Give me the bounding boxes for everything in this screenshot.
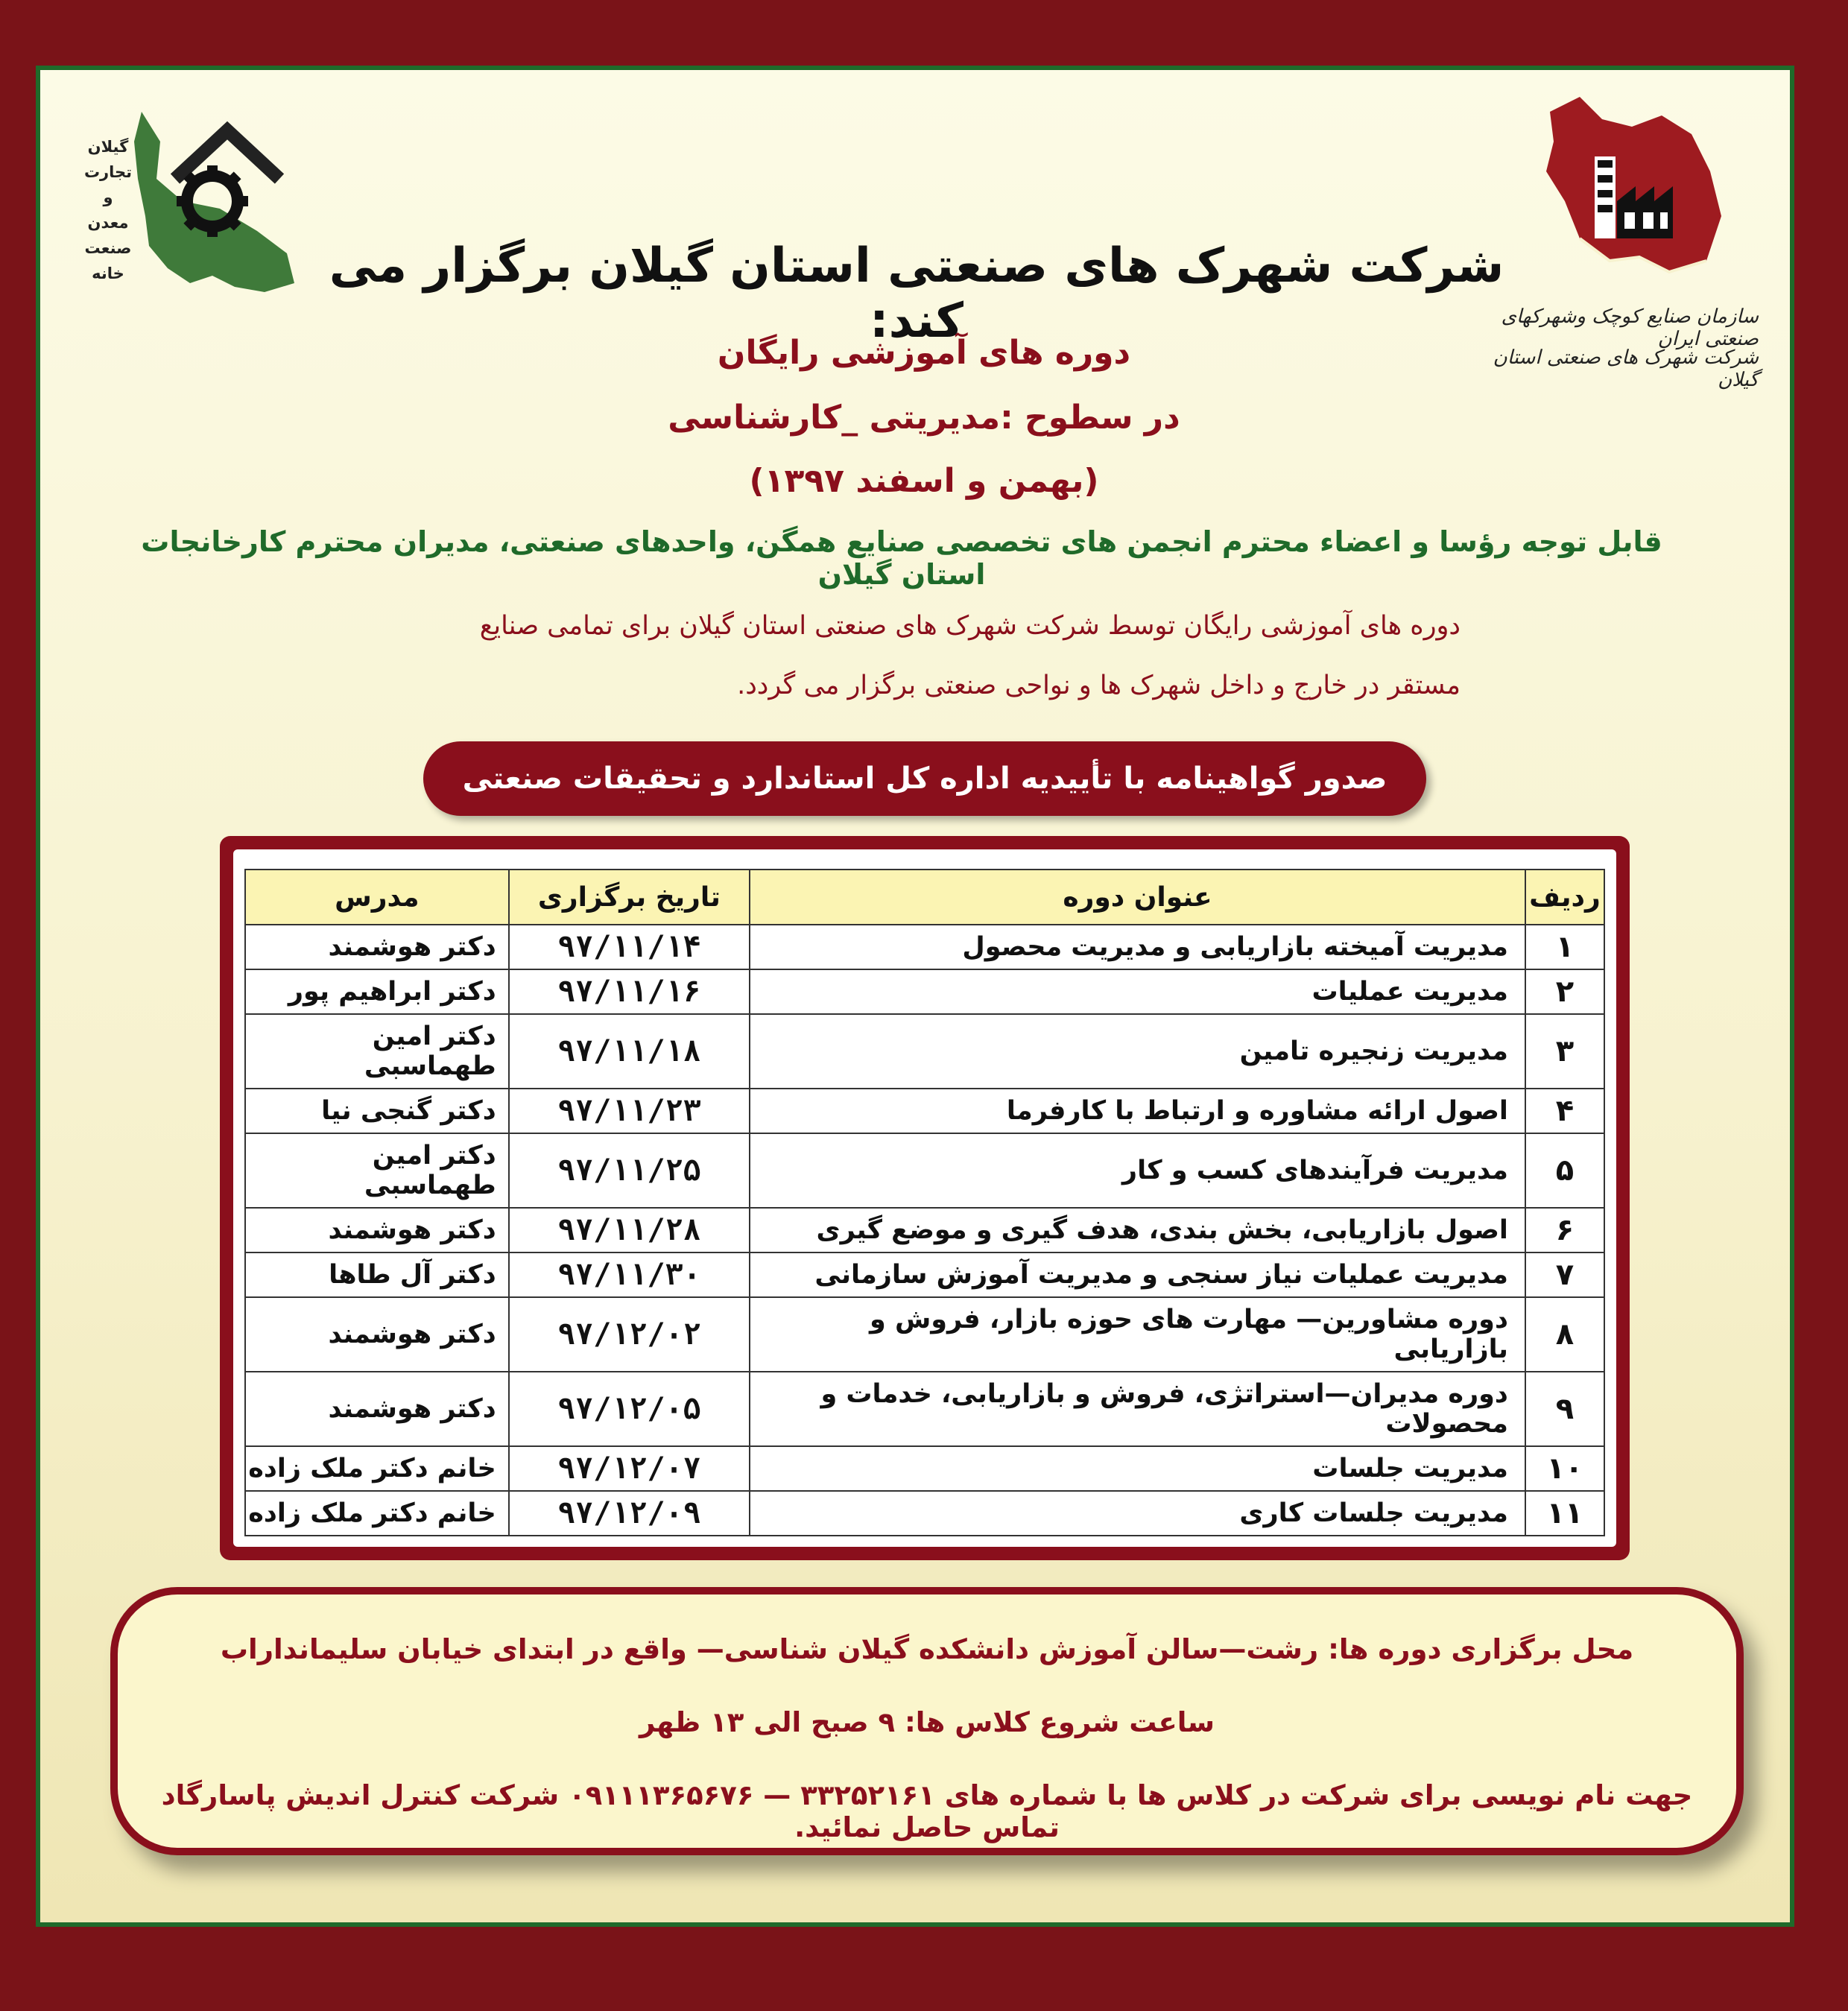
course-teacher: دکتر هوشمند xyxy=(245,1372,509,1446)
row-number: ۷ xyxy=(1525,1252,1604,1297)
course-title: مدیریت آمیخته بازاریابی و مدیریت محصول xyxy=(750,925,1525,969)
course-title: دوره مدیران—استراتژی، فروش و بازاریابی، خدمات و محصولات xyxy=(750,1372,1525,1446)
course-title: مدیریت جلسات xyxy=(750,1446,1525,1491)
course-date: ۹۷/۱۱/۳۰ xyxy=(509,1252,750,1297)
row-number: ۹ xyxy=(1525,1372,1604,1446)
course-teacher: دکتر هوشمند xyxy=(245,1208,509,1252)
course-teacher: دکتر هوشمند xyxy=(245,925,509,969)
course-date: ۹۷/۱۱/۲۸ xyxy=(509,1208,750,1252)
header-row-number: ردیف xyxy=(1525,870,1604,925)
chamber-logo-word: گیلان xyxy=(87,138,129,156)
course-teacher: دکتر ابراهیم پور xyxy=(245,969,509,1014)
chamber-logo-word: صنعت xyxy=(84,239,132,257)
course-date: ۹۷/۱۲/۰۲ xyxy=(509,1297,750,1372)
subtitle-dates: (بهمن و اسفند ۱۳۹۷) xyxy=(749,462,1099,500)
course-title: اصول بازاریابی، بخش بندی، هدف گیری و موضع گیری xyxy=(750,1208,1525,1252)
chamber-logo-word: خانه xyxy=(92,265,124,282)
course-teacher: دکتر هوشمند xyxy=(245,1297,509,1372)
course-title: مدیریت عملیات نیاز سنجی و مدیریت آموزش سازمانی xyxy=(750,1252,1525,1297)
course-teacher: دکتر گنجی نیا xyxy=(245,1089,509,1133)
course-date: ۹۷/۱۱/۱۴ xyxy=(509,925,750,969)
course-table xyxy=(244,869,1605,1536)
course-teacher: دکتر امین طهماسبی xyxy=(245,1014,509,1089)
logo-tagline-1: سازمان صنایع کوچک وشهرکهای صنعتی ایران xyxy=(1501,305,1759,350)
row-number: ۳ xyxy=(1525,1014,1604,1089)
table-row xyxy=(245,1372,1604,1446)
iran-map-factory-icon xyxy=(1535,89,1729,283)
course-date: ۹۷/۱۱/۱۶ xyxy=(509,969,750,1014)
intro-line-2: مستقر در خارج و داخل شهرک ها و نواحی صنعتی برگزار می گردد. xyxy=(737,671,1461,700)
header-teacher: مدرس xyxy=(245,870,509,925)
table-row xyxy=(245,1491,1604,1536)
location-line: محل برگزاری دوره ها: رشت—سالن آموزش دانشکده گیلان شناسی— واقع در ابتدای خیابان سلیمانداراب xyxy=(220,1633,1634,1665)
course-teacher: خانم دکتر ملک زاده xyxy=(245,1491,509,1536)
course-title: مدیریت جلسات کاری xyxy=(750,1491,1525,1536)
row-number: ۸ xyxy=(1525,1297,1604,1372)
course-teacher: دکتر آل طاها xyxy=(245,1252,509,1297)
course-date: ۹۷/۱۱/۲۳ xyxy=(509,1089,750,1133)
row-number: ۵ xyxy=(1525,1133,1604,1208)
chamber-logo-word: تجارت xyxy=(83,163,133,181)
course-teacher: دکتر امین طهماسبی xyxy=(245,1133,509,1208)
course-date: ۹۷/۱۱/۱۸ xyxy=(509,1014,750,1089)
table-row xyxy=(245,1252,1604,1297)
page-title: شرکت شهرک های صنعتی استان گیلان برگزار می کند: xyxy=(329,238,1504,349)
row-number: ۱۱ xyxy=(1525,1491,1604,1536)
course-title: مدیریت زنجیره تامین xyxy=(750,1014,1525,1089)
table-row xyxy=(245,969,1604,1014)
course-date: ۹۷/۱۲/۰۹ xyxy=(509,1491,750,1536)
course-teacher: خانم دکتر ملک زاده xyxy=(245,1446,509,1491)
course-date: ۹۷/۱۲/۰۵ xyxy=(509,1372,750,1446)
logo-tagline-2: شرکت شهرک های صنعتی استان گیلان xyxy=(1493,346,1759,391)
subtitle-levels: در سطوح :مدیریتی _کارشناسی xyxy=(668,399,1180,437)
header-course-title: عنوان دوره xyxy=(750,870,1525,925)
certificate-banner: صدور گواهینامه با تأییدیه اداره کل استاندارد و تحقیقات صنعتی xyxy=(423,741,1426,816)
table-row xyxy=(245,1446,1604,1491)
row-number: ۲ xyxy=(1525,969,1604,1014)
table-row xyxy=(245,1089,1604,1133)
intro-line-1: دوره های آموزشی رایگان توسط شرکت شهرک های صنعتی استان گیلان برای تمامی صنایع xyxy=(479,611,1461,641)
row-number: ۱۰ xyxy=(1525,1446,1604,1491)
course-title: مدیریت عملیات xyxy=(750,969,1525,1014)
row-number: ۶ xyxy=(1525,1208,1604,1252)
subtitle-free-courses: دوره های آموزشی رایگان xyxy=(717,334,1131,372)
time-line: ساعت شروع کلاس ها: ۹ صبح الی ۱۳ ظهر xyxy=(639,1706,1215,1738)
course-date: ۹۷/۱۲/۰۷ xyxy=(509,1446,750,1491)
table-header-row xyxy=(245,870,1604,925)
industrial-estates-logo xyxy=(1493,89,1759,417)
contact-line: جهت نام نویسی برای شرکت در کلاس ها با شماره های ۳۳۲۵۲۱۶۱ — ۰۹۱۱۱۳۶۵۶۷۶ شرکت کنترل اندیش پاسارگاد تماس حاصل نمائید. xyxy=(161,1779,1693,1843)
course-title: مدیریت فرآیندهای کسب و کار xyxy=(750,1133,1525,1208)
chamber-logo xyxy=(71,97,302,298)
table-row xyxy=(245,1014,1604,1089)
course-title: دوره مشاورین— مهارت های حوزه بازار، فروش و بازاریابی xyxy=(750,1297,1525,1372)
course-date: ۹۷/۱۱/۲۵ xyxy=(509,1133,750,1208)
row-number: ۱ xyxy=(1525,925,1604,969)
table-row xyxy=(245,1297,1604,1372)
info-box xyxy=(110,1587,1744,1855)
chamber-logo-word: و xyxy=(103,189,113,206)
course-table-frame xyxy=(220,836,1630,1560)
course-title: اصول ارائه مشاوره و ارتباط با کارفرما xyxy=(750,1089,1525,1133)
table-row xyxy=(245,1133,1604,1208)
table-row xyxy=(245,925,1604,969)
header-date: تاریخ برگزاری xyxy=(509,870,750,925)
table-row xyxy=(245,1208,1604,1252)
attention-line: قابل توجه رؤسا و اعضاء محترم انجمن های تخصصی صنایع همگن، واحدهای صنعتی، مدیران محترم کارخانجات استان گیلان xyxy=(141,525,1662,591)
chamber-logo-word: معدن xyxy=(87,214,129,232)
row-number: ۴ xyxy=(1525,1089,1604,1133)
